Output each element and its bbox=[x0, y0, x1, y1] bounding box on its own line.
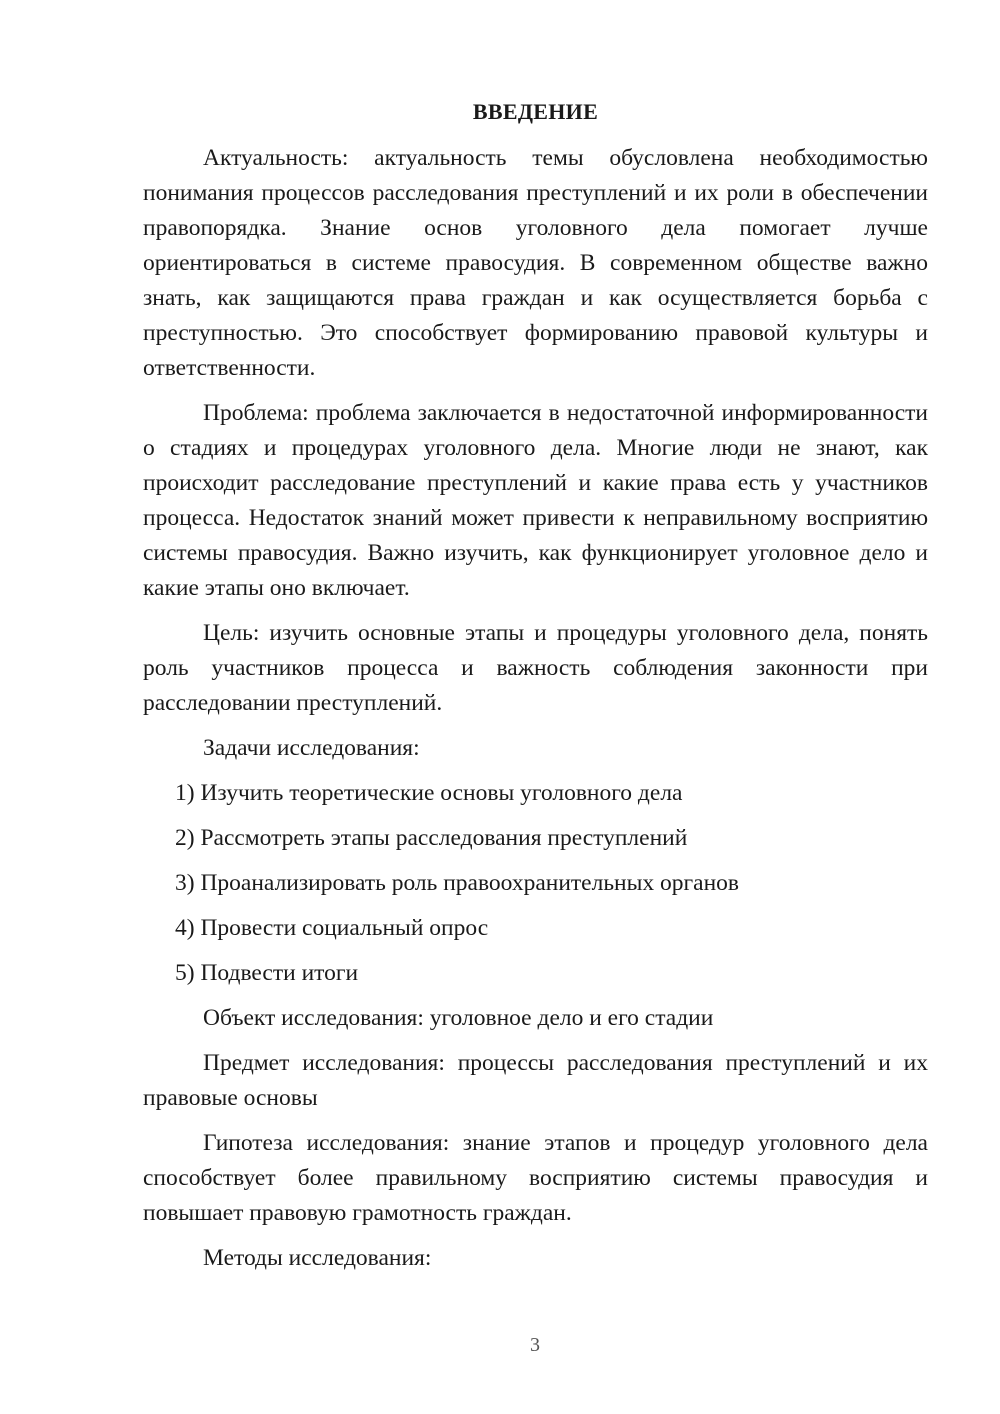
tasks-heading: Задачи исследования: bbox=[203, 735, 420, 761]
list-item: 2) Рассмотреть этапы расследования преступлений bbox=[175, 825, 688, 851]
page-title: ВВЕДЕНИЕ bbox=[472, 99, 599, 124]
list-item: 1) Изучить теоретические основы уголовного дела bbox=[175, 780, 683, 806]
hypothesis-paragraph: Гипотеза исследования: знание этапов и процедур уголовного дела способствует более правильному восприятию системы правосудия и повышает правовую грамотность граждан. bbox=[143, 1130, 928, 1226]
relevance-paragraph: Актуальность: актуальность темы обусловлена необходимостью понимания процессов расследования преступлений и их роли в обеспечении правопорядка. Знание основ уголовного дела помогает лучше ориентироваться в системе правосудия. В современном обществе важно знать, как защищаются права граждан и как осуществляется борьба с преступностью. Это способствует формированию правовой культуры и ответственности. bbox=[143, 145, 928, 381]
object-paragraph: Объект исследования: уголовное дело и его стадии bbox=[203, 1005, 714, 1031]
subject-paragraph: Предмет исследования: процессы расследования преступлений и их правовые основы bbox=[143, 1050, 928, 1111]
list-item: 4) Провести социальный опрос bbox=[175, 915, 489, 941]
tasks-list bbox=[143, 776, 928, 991]
page-number: 3 bbox=[530, 1334, 540, 1356]
problem-paragraph: Проблема: проблема заключается в недостаточной информированности о стадиях и процедурах уголовного дела. Многие люди не знают, как происходит расследование преступлений и какие права есть у участников процесса. Недостаток знаний может привести к неправильному восприятию системы правосудия. Важно изучить, как функционирует уголовное дело и какие этапы оно включает. bbox=[143, 400, 928, 601]
page-content bbox=[143, 94, 928, 1286]
methods-heading: Методы исследования: bbox=[203, 1245, 432, 1271]
list-item: 5) Подвести итоги bbox=[175, 960, 359, 986]
goal-paragraph: Цель: изучить основные этапы и процедуры уголовного дела, понять роль участников процесса и важность соблюдения законности при расследовании преступлений. bbox=[143, 620, 928, 716]
list-item: 3) Проанализировать роль правоохранительных органов bbox=[175, 870, 740, 896]
